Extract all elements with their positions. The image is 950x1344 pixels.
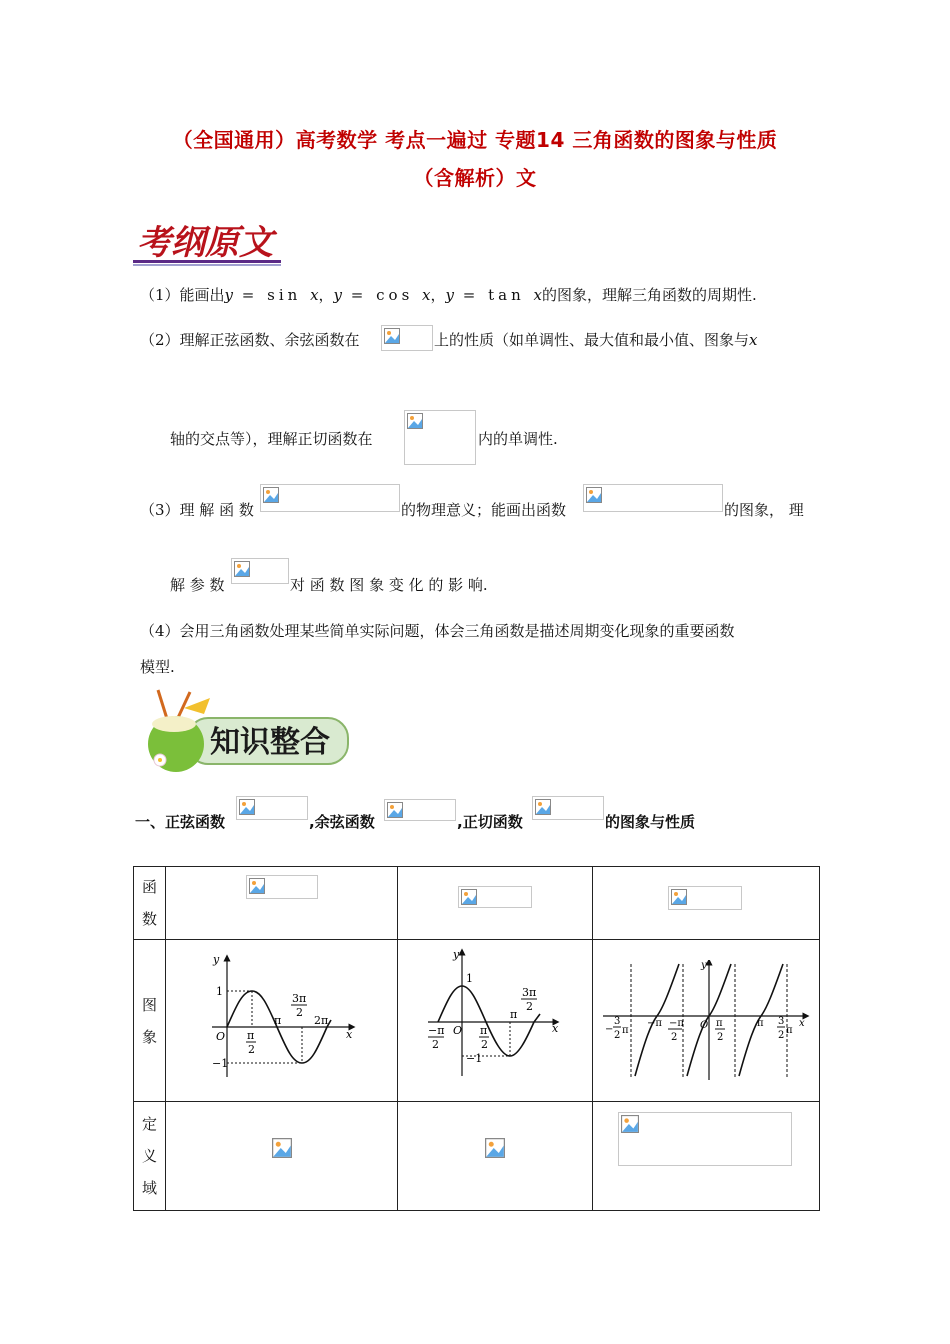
item-1-text: （1）能画出 bbox=[140, 286, 225, 304]
var-x: x bbox=[749, 331, 758, 349]
tick-neg-pi: −π bbox=[647, 1018, 663, 1029]
tick-neg-pi-2-num: −π bbox=[669, 1018, 685, 1029]
section-1-pre: 一、正弦函数 bbox=[135, 813, 226, 831]
svg-text:−: − bbox=[605, 1024, 614, 1035]
tick-neg-3-2-pi: π bbox=[622, 1025, 629, 1036]
broken-image-icon bbox=[485, 1138, 505, 1158]
row-head-char: 数 bbox=[141, 910, 157, 928]
formula-image bbox=[618, 1112, 792, 1166]
tick-3pi-2-num: 3π bbox=[291, 992, 307, 1005]
tick-pi: π bbox=[509, 1008, 517, 1021]
broken-image-icon bbox=[535, 799, 551, 815]
row-head-domain bbox=[134, 1102, 166, 1211]
tick-3-2-num: 3 bbox=[778, 1016, 785, 1027]
sine-graph bbox=[210, 954, 360, 1080]
formula-image bbox=[236, 796, 308, 820]
row-head-char: 域 bbox=[141, 1179, 157, 1197]
formula-image bbox=[246, 875, 318, 899]
broken-image-icon bbox=[407, 413, 423, 429]
row-head-function bbox=[134, 867, 166, 940]
tick-neg-one: −1 bbox=[465, 1052, 482, 1065]
var-y: y bbox=[224, 286, 234, 304]
eq-tan: = tan bbox=[454, 286, 534, 304]
tick-3pi-2-den: 2 bbox=[525, 1000, 533, 1013]
item-2b-pre: 轴的交点等），理解正切函数在 bbox=[170, 430, 373, 448]
tick-3-2-den: 2 bbox=[778, 1030, 785, 1041]
var-y: y bbox=[333, 286, 343, 304]
cell-tan-domain bbox=[593, 1102, 820, 1211]
formula-image bbox=[583, 484, 723, 512]
row-head-char: 象 bbox=[141, 1027, 157, 1046]
broken-image-icon bbox=[621, 1115, 639, 1133]
tick-pi-2-den: 2 bbox=[247, 1043, 255, 1056]
row-head-char: 义 bbox=[141, 1147, 157, 1165]
section-1-mid2: ,正切函数 bbox=[457, 813, 523, 831]
cosine-graph bbox=[426, 948, 566, 1080]
formula-image bbox=[384, 799, 456, 821]
tick-pi-2-num: π bbox=[716, 1018, 723, 1029]
broken-image-icon bbox=[249, 878, 265, 894]
eq-sin: = sin bbox=[233, 286, 311, 304]
section-1-post: 的图象与性质 bbox=[605, 813, 696, 831]
knowledge-banner bbox=[140, 688, 352, 774]
sep: ， bbox=[430, 286, 446, 304]
cell-tan-function bbox=[593, 867, 820, 940]
item-1-end: 的图象，理解三角函数的周期性. bbox=[542, 286, 757, 304]
formula-image bbox=[231, 558, 289, 584]
cell-sin-domain bbox=[165, 1102, 397, 1211]
x-axis-label: x bbox=[345, 1028, 353, 1041]
cell-sin-function bbox=[165, 867, 397, 940]
item-2-pre: （2）理解正弦函数、余弦函数在 bbox=[140, 331, 360, 349]
tick-pi: π bbox=[757, 1018, 764, 1029]
tangent-graph bbox=[601, 960, 811, 1084]
tick-pi-2-den: 2 bbox=[717, 1032, 724, 1043]
tick-pi-2-den: 2 bbox=[480, 1038, 488, 1051]
coconut-banner-icon bbox=[140, 688, 352, 774]
formula-image bbox=[260, 484, 400, 512]
tick-2pi: 2π bbox=[313, 1014, 329, 1027]
y-axis-label: y bbox=[452, 948, 459, 961]
banner-text: 知识整合 bbox=[210, 725, 330, 760]
item-1 bbox=[140, 284, 757, 306]
sep: ， bbox=[318, 286, 334, 304]
formula-image bbox=[668, 886, 742, 910]
item-4-line1: （4）会用三角函数处理某些简单实际问题，体会三角函数是描述周期变化现象的重要函数 bbox=[140, 622, 735, 640]
row-head-char: 定 bbox=[141, 1115, 157, 1133]
broken-image-icon bbox=[263, 487, 279, 503]
tick-neg-pi-2-num: −π bbox=[427, 1024, 445, 1037]
cell-tan-graph bbox=[593, 940, 820, 1102]
item-2-text: 上的性质（如单调性、最大值和最小值、图象与 bbox=[434, 331, 750, 349]
formula-image bbox=[404, 410, 476, 465]
var-x: x bbox=[533, 286, 542, 304]
section-1-mid1: ,余弦函数 bbox=[309, 813, 375, 831]
formula-image bbox=[458, 886, 532, 908]
y-axis-label: y bbox=[212, 954, 220, 966]
item-3b-post: 对 函 数 图 象 变 化 的 影 响. bbox=[290, 576, 488, 594]
formula-image bbox=[532, 796, 604, 820]
x-axis-label: x bbox=[551, 1022, 558, 1035]
item-4-line2: 模型. bbox=[140, 658, 175, 676]
broken-image-icon bbox=[272, 1138, 292, 1158]
item-2-post bbox=[434, 329, 757, 351]
origin-label: O bbox=[452, 1024, 462, 1037]
row-head-char: 函 bbox=[141, 878, 157, 896]
item-2b-post: 内的单调性. bbox=[478, 430, 558, 448]
tick-neg-pi-2-den: 2 bbox=[671, 1032, 678, 1043]
item-3-mid: 的物理意义；能画出函数 bbox=[401, 501, 567, 519]
cell-sin-graph bbox=[165, 940, 397, 1102]
table-row bbox=[134, 940, 820, 1102]
table-row bbox=[134, 1102, 820, 1211]
broken-image-icon bbox=[586, 487, 602, 503]
banner-text: 考纲原文 bbox=[137, 223, 273, 263]
cell-cos-domain bbox=[397, 1102, 593, 1211]
cell-cos-graph bbox=[397, 940, 593, 1102]
doc-title-line1: （全国通用）高考数学 考点一遍过 专题14 三角函数的图象与性质 bbox=[172, 128, 778, 152]
broken-image-icon bbox=[239, 799, 255, 815]
tick-pi: π bbox=[273, 1014, 282, 1027]
tick-3-2-pi: π bbox=[786, 1025, 793, 1036]
row-head-char: 图 bbox=[141, 995, 157, 1014]
origin-label: O bbox=[215, 1030, 225, 1043]
broken-image-icon bbox=[384, 328, 400, 344]
tick-neg-3-2-num: 3 bbox=[614, 1016, 621, 1027]
eq-cos: = cos bbox=[342, 286, 423, 304]
item-3b-pre: 解 参 数 bbox=[170, 576, 225, 594]
syllabus-banner bbox=[133, 210, 283, 268]
row-head-graph bbox=[134, 940, 166, 1102]
tick-3pi-2-den: 2 bbox=[295, 1006, 303, 1019]
tick-pi-2-num: π bbox=[479, 1024, 487, 1037]
doc-title-line2: （含解析）文 bbox=[413, 166, 537, 190]
var-x: x bbox=[310, 286, 319, 304]
formula-image bbox=[381, 325, 433, 351]
banner-brush-icon bbox=[133, 210, 283, 268]
tick-pi-2-num: π bbox=[246, 1029, 255, 1042]
tick-one: 1 bbox=[215, 985, 223, 998]
cell-cos-function bbox=[397, 867, 593, 940]
var-x: x bbox=[422, 286, 431, 304]
trig-properties-table bbox=[133, 866, 820, 1211]
tick-neg-3-2-den: 2 bbox=[614, 1030, 621, 1041]
x-axis-label: x bbox=[799, 1018, 805, 1029]
broken-image-icon bbox=[671, 889, 687, 905]
broken-image-icon bbox=[234, 561, 250, 577]
tick-one: 1 bbox=[465, 972, 473, 985]
y-axis-label: y bbox=[701, 960, 707, 971]
table-row bbox=[134, 867, 820, 940]
item-3-post: 的图象， 理 bbox=[724, 501, 804, 519]
tick-3pi-2-num: 3π bbox=[521, 986, 536, 999]
item-3-pre: （3）理 解 函 数 bbox=[140, 501, 254, 519]
tick-neg-one: −1 bbox=[211, 1057, 229, 1070]
origin-label: O bbox=[700, 1020, 709, 1031]
broken-image-icon bbox=[387, 802, 403, 818]
broken-image-icon bbox=[461, 889, 477, 905]
tick-neg-pi-2-den: 2 bbox=[431, 1038, 439, 1051]
var-y: y bbox=[445, 286, 455, 304]
